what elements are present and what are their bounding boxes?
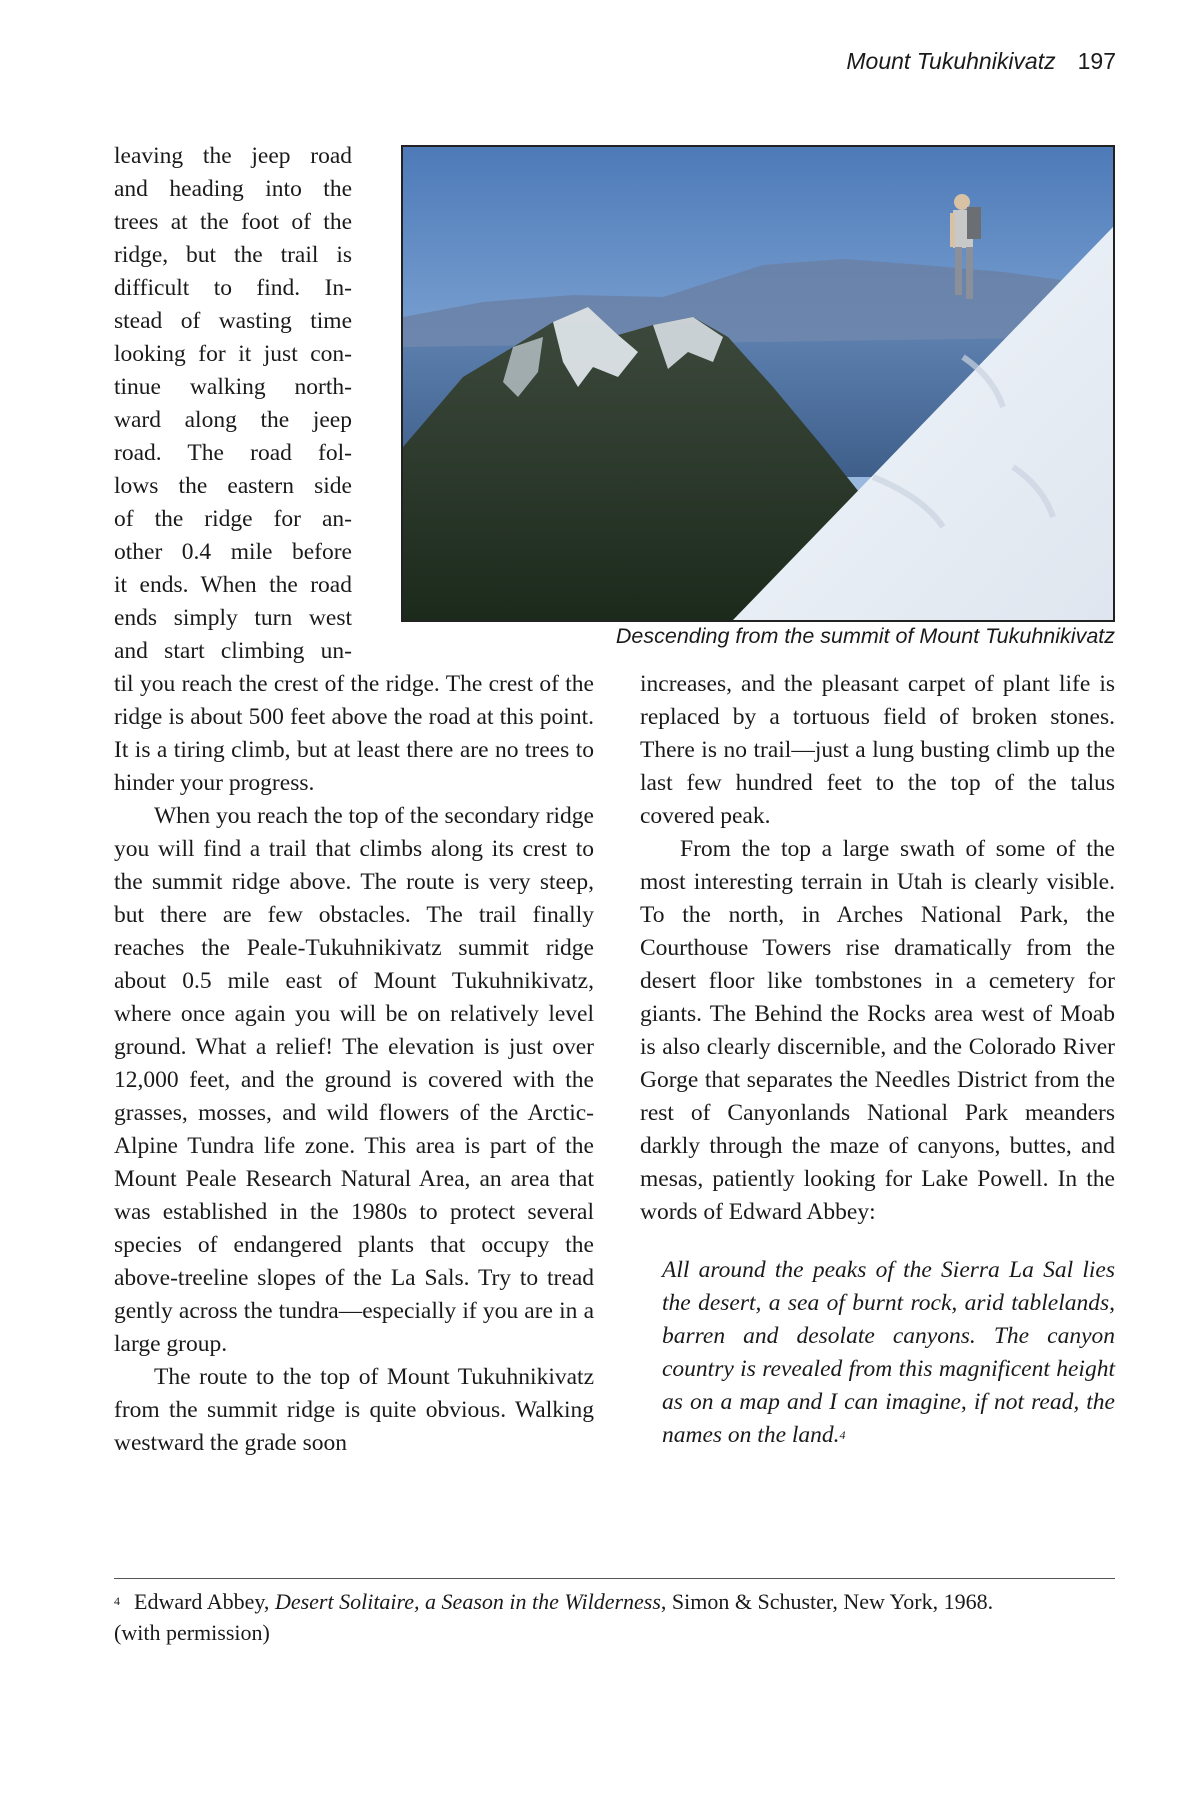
narrow-line: trees at the foot of the xyxy=(114,209,352,235)
footnote-divider xyxy=(114,1578,1115,1579)
narrow-line: of the ridge for an- xyxy=(114,506,352,532)
right-column xyxy=(640,668,1115,1452)
footnote-work-title: Desert Solitaire, a Season in the Wilderness xyxy=(274,1589,661,1614)
narrow-line: other 0.4 mile before xyxy=(114,539,352,565)
footnote-author: Edward Abbey, xyxy=(134,1589,275,1614)
narrow-line: road. The road fol- xyxy=(114,440,352,466)
narrow-line: it ends. When the road xyxy=(114,572,352,598)
footnote-reference[interactable]: 4 xyxy=(839,1428,846,1442)
narrow-line: difficult to find. In- xyxy=(114,275,352,301)
mountain-photo-illustration xyxy=(403,147,1113,620)
running-title: Mount Tukuhnikivatz xyxy=(846,48,1056,74)
footnote-publisher: , Simon & Schuster, New York, 1968. xyxy=(660,1589,994,1614)
running-header xyxy=(846,48,1116,75)
narrow-line: leaving the jeep road xyxy=(114,143,352,169)
narrow-line: and heading into the xyxy=(114,176,352,202)
footnote-mark: 4 xyxy=(114,1594,120,1608)
narrow-line: stead of wasting time xyxy=(114,308,352,334)
narrow-line: ridge, but the trail is xyxy=(114,242,352,268)
mountain-photo xyxy=(401,145,1115,622)
page-number: 197 xyxy=(1077,48,1116,74)
narrow-line: ward along the jeep xyxy=(114,407,352,433)
narrow-line: lows the eastern side xyxy=(114,473,352,499)
paragraph: From the top a large swath of some of the most interesting terrain in Utah is clearly visible. To the north, in Arches National Park, the Courthouse Towers rise dramatically from the desert floor like tombstones in a cemetery for giants. The Behind the Rocks area west of Moab is also clearly discernible, and the Colorado River Gorge that separates the Needles District from the rest of Canyonlands National Park meanders darkly through the maze of canyons, buttes, and mesas, patiently looking for Lake Powell. In the words of Edward Abbey: xyxy=(640,836,1115,1225)
left-column xyxy=(114,668,594,1460)
footnote-note: (with permission) xyxy=(114,1620,270,1645)
narrow-line: ends simply turn west xyxy=(114,605,352,631)
paragraph: The route to the top of Mount Tukuhnikivatz from the summit ridge is quite obvious. Walking westward the grade soon xyxy=(114,1364,594,1456)
paragraph: til you reach the crest of the ridge. The crest of the ridge is about 500 feet above the road at this point. It is a tiring climb, but at least there are no trees to hinder your progress. xyxy=(114,671,594,796)
paragraph: increases, and the pleasant carpet of plant life is replaced by a tortuous field of broken stones. There is no trail—just a lung busting climb up the last few hundred feet to the top of the talus covered peak. xyxy=(640,671,1115,829)
block-quote xyxy=(662,1254,1115,1452)
narrow-line: looking for it just con- xyxy=(114,341,352,367)
footnote xyxy=(114,1586,1115,1648)
paragraph: When you reach the top of the secondary ridge you will find a trail that climbs along its crest to the summit ridge above. The route is very steep, but there are few obstacles. The trail finally reaches the Peale-Tukuhnikivatz summit ridge about 0.5 mile east of Mount Tukuhnikivatz, where once again you will be on relatively level ground. What a relief! The elevation is just over 12,000 feet, and the ground is covered with the grasses, mosses, and wild flowers of the Arctic-Alpine Tundra life zone. This area is part of the Mount Peale Research Natural Area, an area that was established in the 1980s to protect several species of endangered plants that occupy the above-treeline slopes of the La Sals. Try to tread gently across the tundra—especially if you are in a large group. xyxy=(114,803,594,1357)
photo-caption: Descending from the summit of Mount Tukuhnikivatz xyxy=(615,624,1115,648)
narrow-line: and start climbing un- xyxy=(114,638,352,664)
quote-text: All around the peaks of the Sierra La Sal lies the desert, a sea of burnt rock, arid tablelands, barren and desolate canyons. The canyon country is revealed from this magnificent height as on a map and I can imagine, if not read, the names on the land. xyxy=(662,1257,1115,1448)
narrow-text-column xyxy=(114,140,352,668)
narrow-line: tinue walking north- xyxy=(114,374,352,400)
